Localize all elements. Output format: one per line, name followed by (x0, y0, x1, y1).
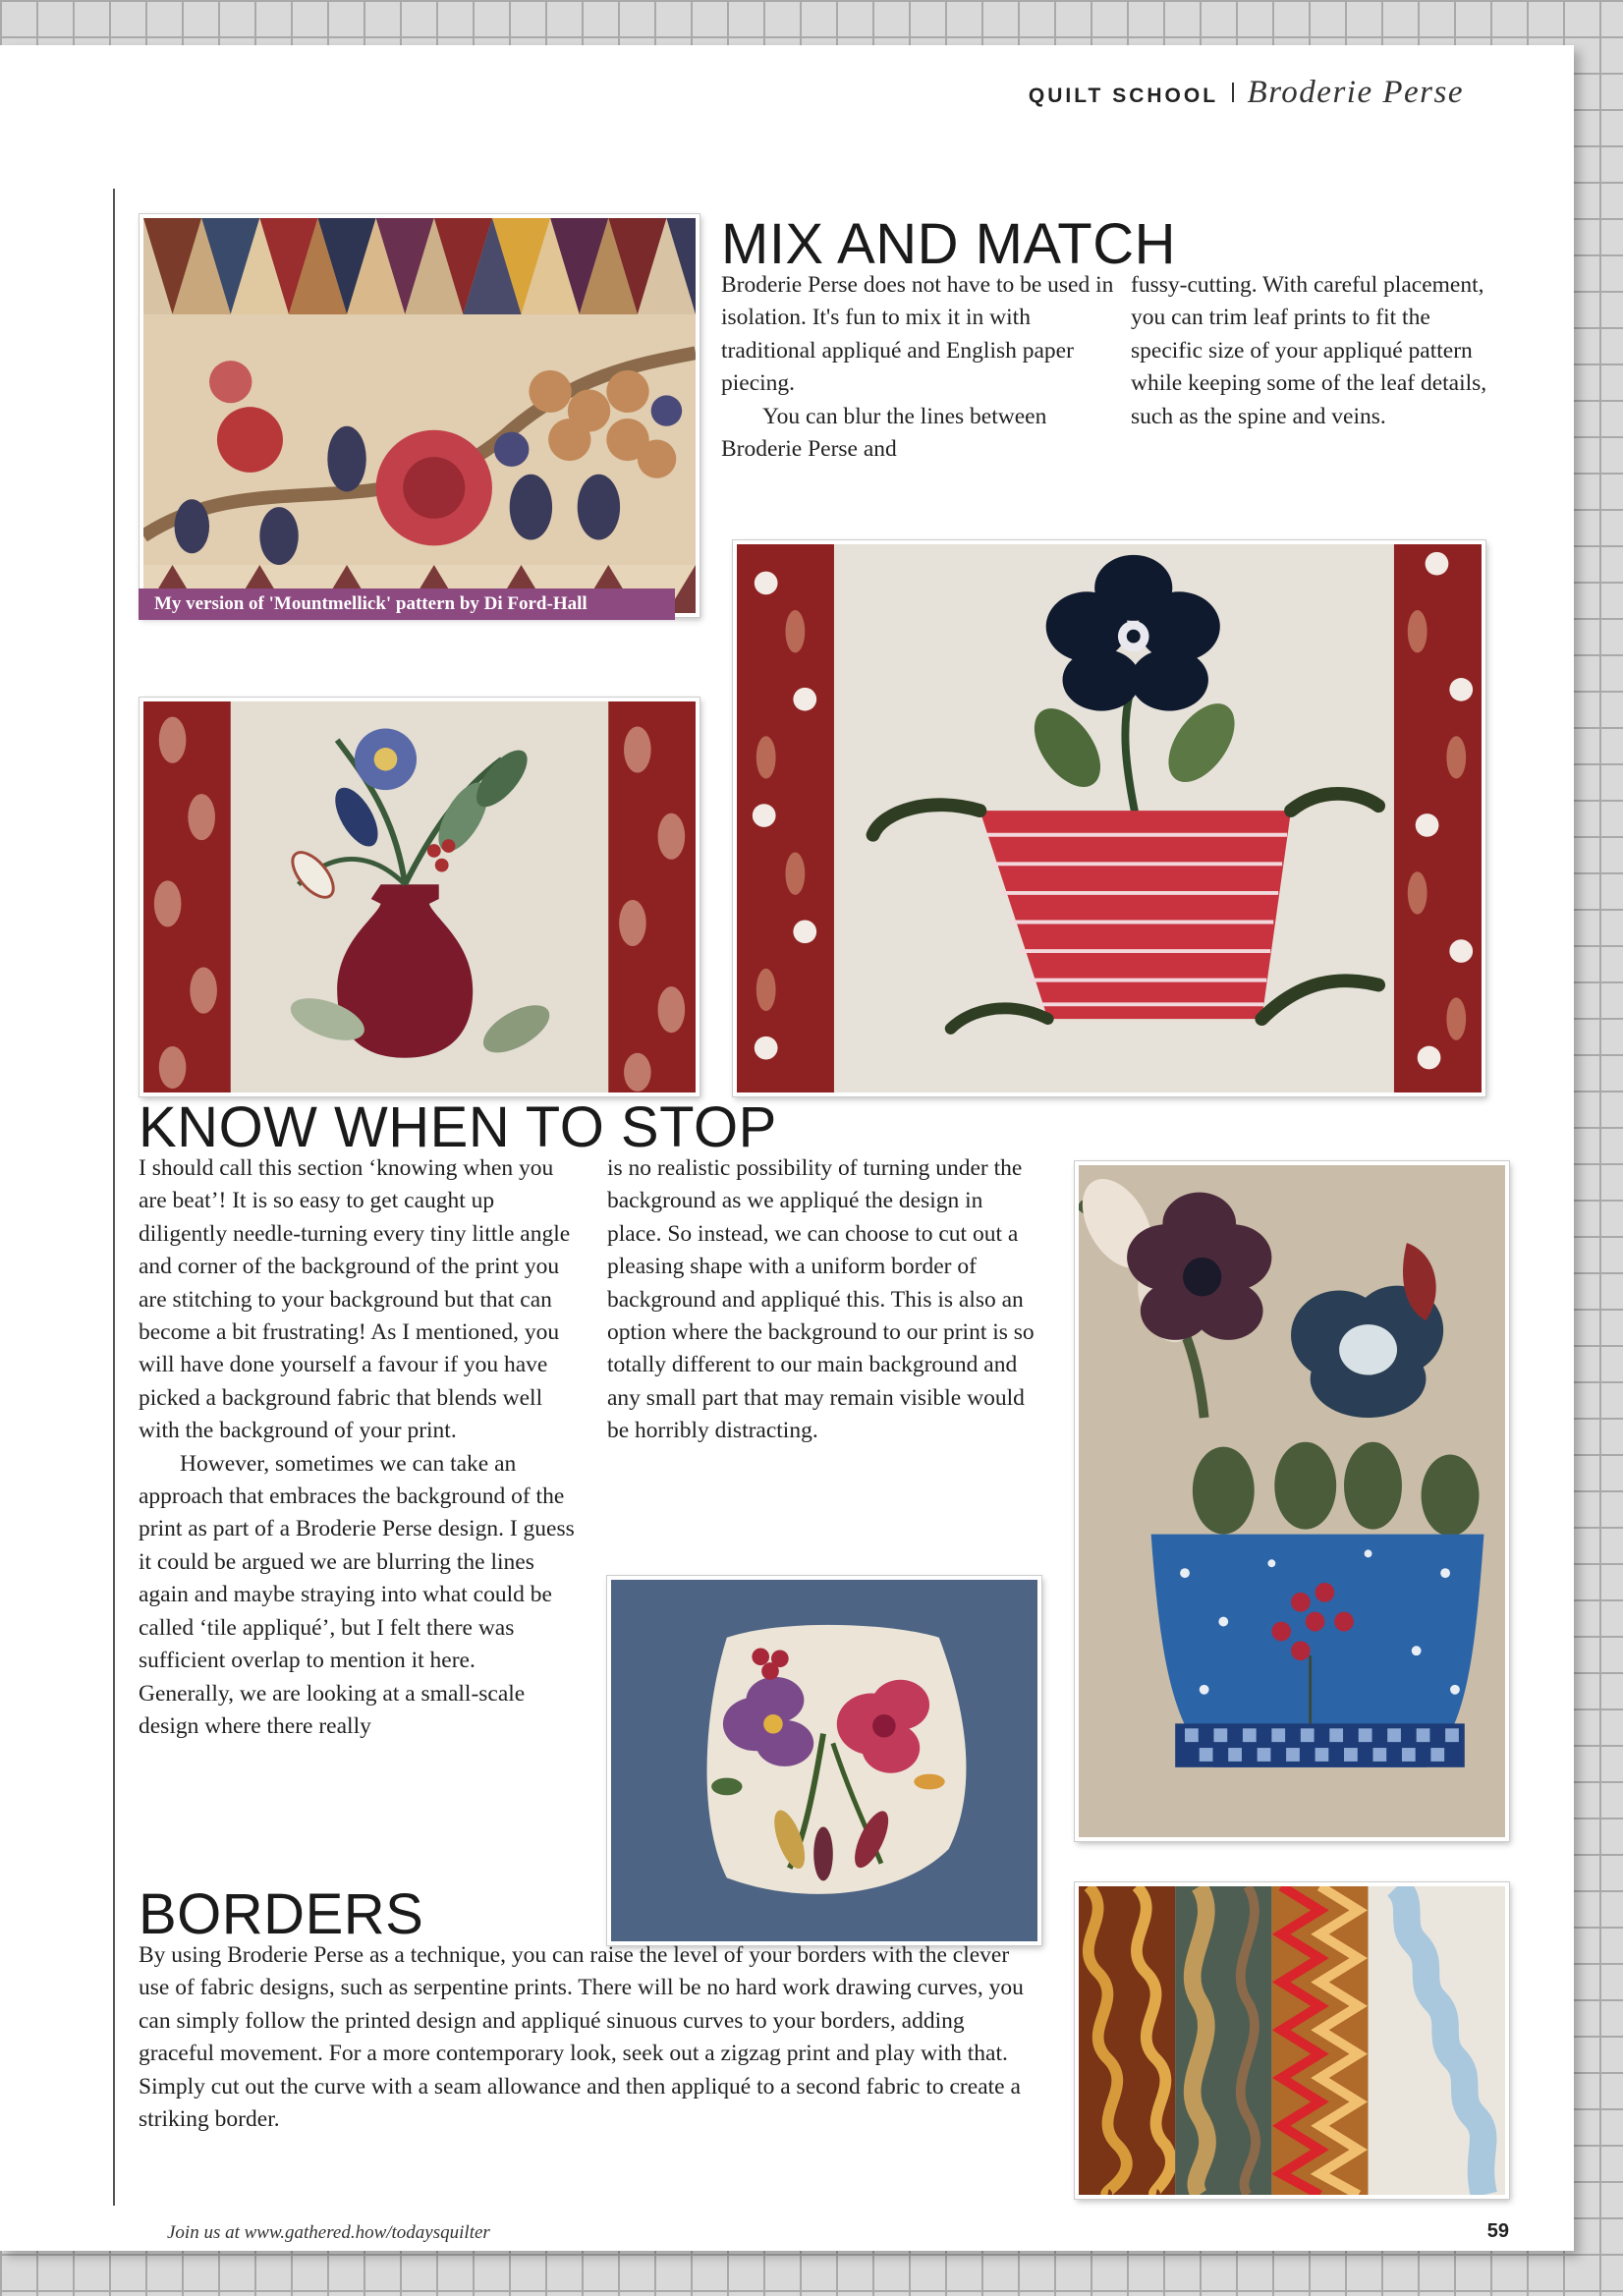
photo-blue-pot-block (1075, 1161, 1509, 1841)
know-when-paragraph-1: I should call this section ‘knowing when you are beat’! It is so easy to get caught up diligently needle-turning every tiny little angle and corner of the background of the print you are stitching to your background but that can become a bit frustrating! As I mentioned, you will have done yourself a favour if you have picked a background fabric that blends well with the background of your print. (139, 1155, 571, 1444)
header-separator (1232, 83, 1234, 102)
header-section: QUILT SCHOOL (1028, 84, 1219, 107)
footer-website: Join us at www.gathered.how/todaysquilter (167, 2222, 490, 2243)
photo-mountmellick-quilt (140, 214, 700, 617)
heading-know-when-to-stop: KNOW WHEN TO STOP (139, 1095, 777, 1159)
mix-and-match-column-2 (1131, 269, 1504, 433)
photo-floral-tile-applique (607, 1576, 1041, 1945)
know-when-paragraph-3: is no realistic possibility of turning under the background as we appliqué the design in place. So instead, we can choose to cut out a pleasing shape with a uniform border of background and appliqué this. This is also an option where the background to our print is so totally different to our main background and any small part that may remain visible would be horribly distracting. (607, 1155, 1035, 1444)
photo-caption: My version of 'Mountmellick' pattern by Di Ford-Hall (139, 588, 675, 620)
mix-and-match-paragraph-1: Broderie Perse does not have to be used in isolation. It's fun to mix it in with traditional appliqué and English paper piecing. (721, 272, 1114, 397)
know-when-paragraph-2: However, sometimes we can take an approach that embraces the background of the print as part of a Broderie Perse design. I guess it could be argued we are blurring the lines again and maybe straying into what could be called ‘tile appliqué’, but I felt there was sufficient overlap to mention it here. Generally, we are looking at a small-scale design where there really (139, 1450, 575, 1739)
borders-paragraph: By using Broderie Perse as a technique, you can raise the level of your borders with the clever use of fabric designs, such as serpentine prints. There will be no hard work drawing curves, you can simply follow the printed design and appliqué sinuous curves to your borders, adding graceful movement. For a more contemporary look, seek out a zigzag print and play with that. Simply cut out the curve with a seam allowance and then appliqué to a second fabric to create a striking border. (139, 1942, 1024, 2133)
left-rule (113, 189, 115, 2206)
photo-vase-block (140, 698, 700, 1096)
page-number: 59 (1486, 2220, 1509, 2242)
know-when-column-1 (139, 1152, 576, 1743)
know-when-column-2 (607, 1152, 1039, 1448)
heading-borders: BORDERS (139, 1882, 424, 1946)
mix-and-match-paragraph-3: fussy-cutting. With careful placement, you can trim leaf prints to fit the specific size of your appliqué pattern while keeping some of the leaf details, such as the spine and veins. (1131, 272, 1487, 429)
header-topic: Broderie Perse (1247, 75, 1464, 110)
heading-mix-and-match: MIX AND MATCH (721, 212, 1176, 276)
photo-border-fabrics (1075, 1882, 1509, 2199)
photo-striped-pot-block (733, 540, 1485, 1096)
mix-and-match-paragraph-2: You can blur the lines between Broderie Perse and (721, 403, 1047, 463)
running-header (1029, 75, 1464, 111)
mix-and-match-column-1 (721, 269, 1114, 466)
magazine-page (0, 45, 1574, 2251)
borders-body (139, 1939, 1042, 2136)
